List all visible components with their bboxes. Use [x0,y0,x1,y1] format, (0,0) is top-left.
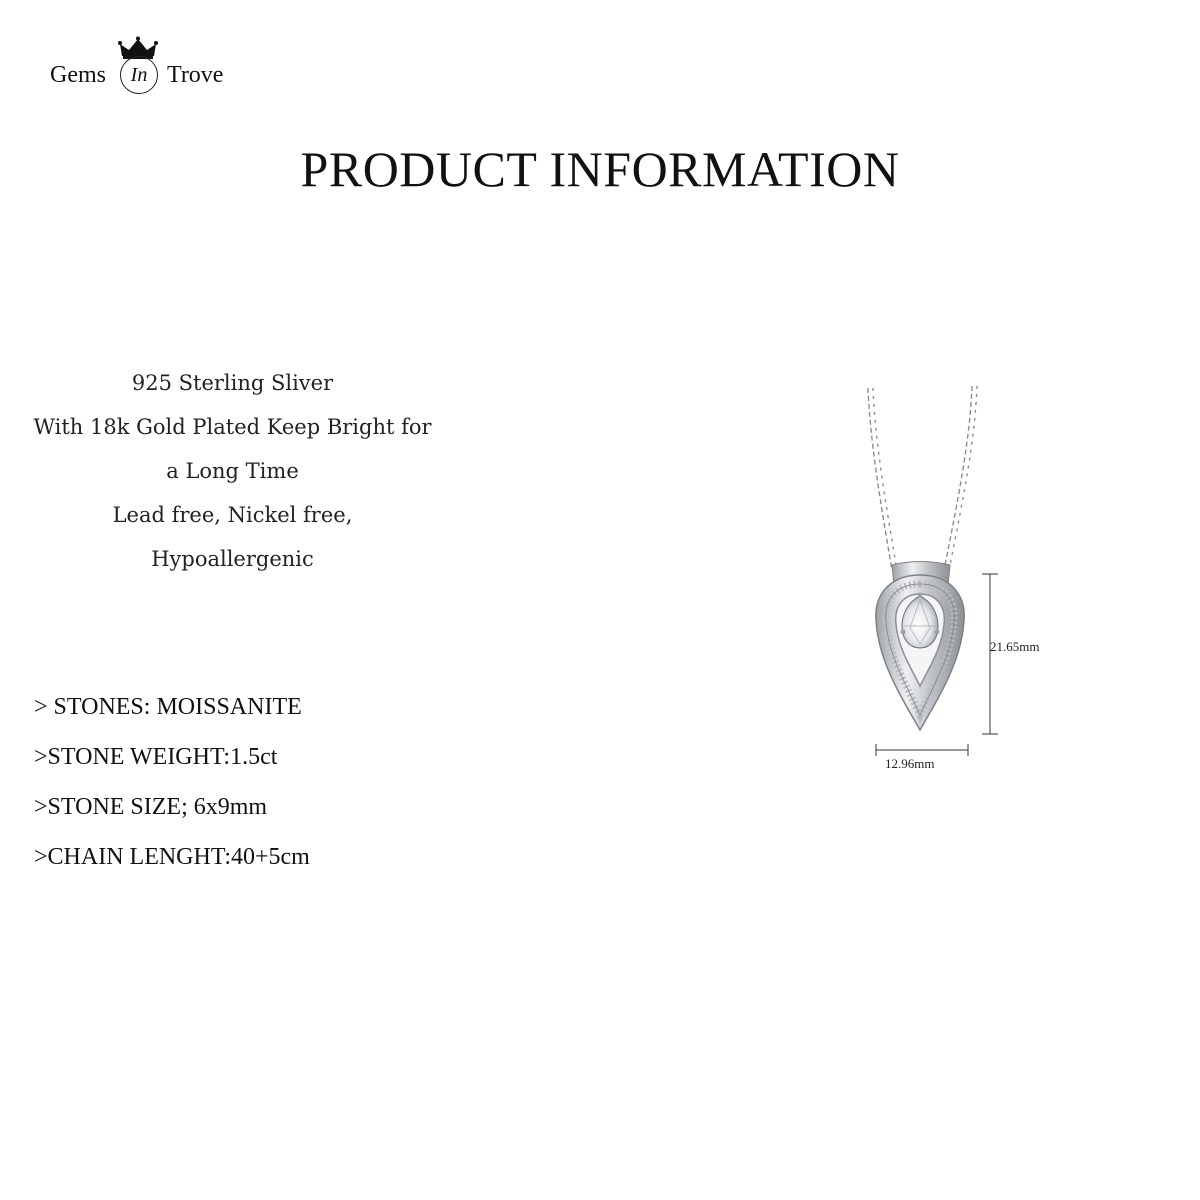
brand-name-middle: In [120,56,158,94]
spec-chain-length: >CHAIN LENGHT:40+5cm [34,844,310,870]
spec-stones: > STONES: MOISSANITE [34,694,302,720]
spec-list [34,685,494,885]
page-title: PRODUCT INFORMATION [300,141,900,197]
brand-logo [50,36,250,96]
description-line: With 18k Gold Plated Keep Bright for [33,415,432,439]
width-label: 12.96mm [885,756,935,771]
spec-stone-size: >STONE SIZE; 6x9mm [34,794,268,820]
description-line: Hypoallergenic [151,547,314,571]
height-label: 21.65mm [990,639,1040,654]
chain [868,386,977,570]
description-line: a Long Time [166,459,299,483]
spec-stone-weight: >STONE WEIGHT:1.5ct [34,744,278,770]
description-line: Lead free, Nickel free, [112,503,353,527]
brand-name-right: Trove [167,62,224,88]
product-description [10,361,455,581]
product-image [800,370,1080,790]
brand-name-left: Gems [50,62,106,88]
width-dimension [876,744,968,756]
necklace-pendant-image [800,370,1080,790]
description-line: 925 Sterling Sliver [131,371,334,395]
